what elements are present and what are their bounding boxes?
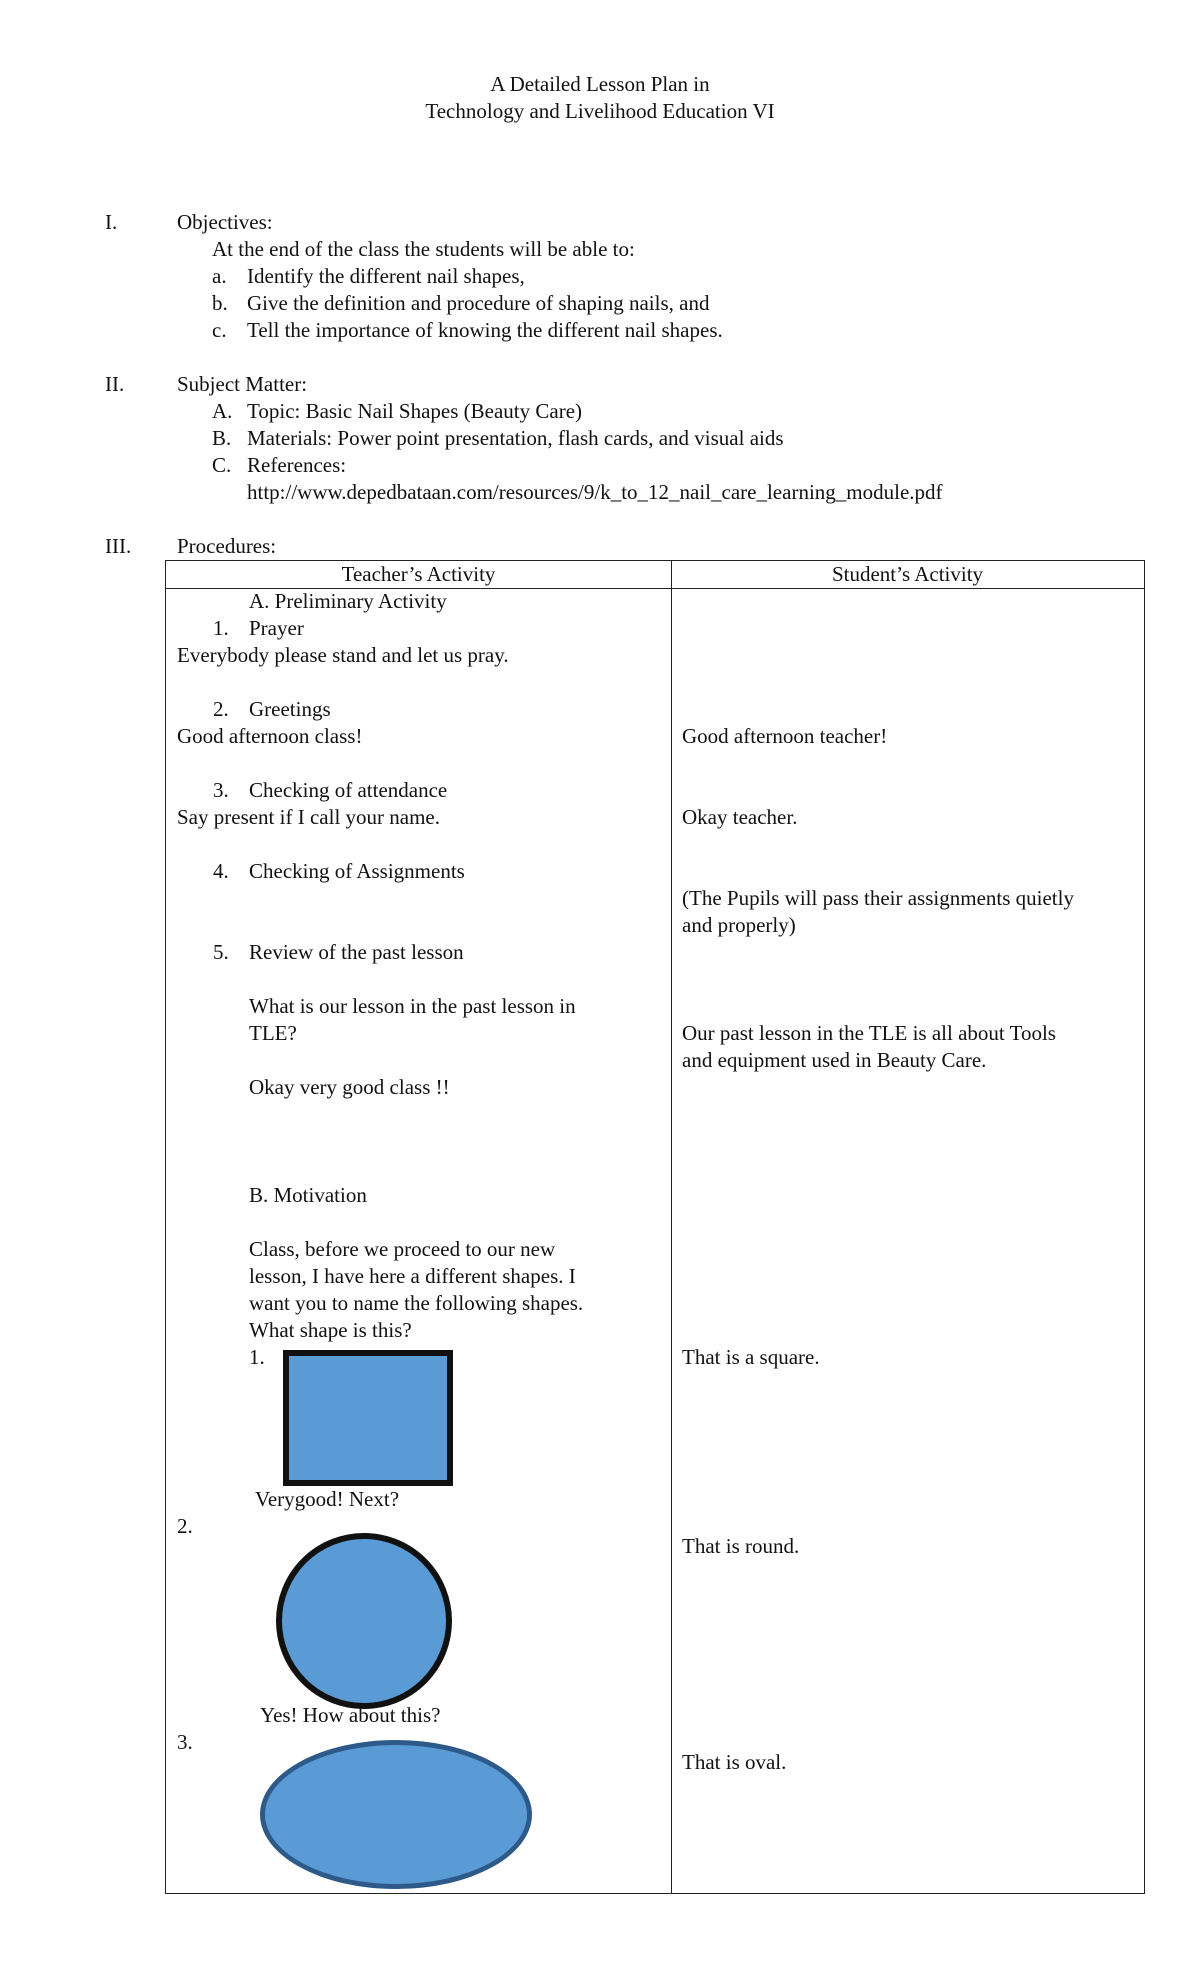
student-answer: That is round.	[682, 1534, 800, 1558]
subject-item-references: References:	[247, 453, 347, 477]
step-number: 4.	[213, 859, 229, 883]
section-number-procedures: III.	[105, 534, 132, 558]
column-divider	[671, 561, 672, 1893]
objectives-intro: At the end of the class the students will be able to:	[212, 237, 635, 261]
square-shape	[283, 1350, 453, 1486]
subject-marker: A.	[212, 399, 233, 423]
step-review: Review of the past lesson	[249, 940, 464, 964]
teacher-line: Yes! How about this?	[260, 1703, 441, 1727]
teacher-line: What shape is this?	[249, 1318, 412, 1342]
subject-marker: C.	[212, 453, 232, 477]
circle-shape	[276, 1533, 452, 1709]
teacher-line: lesson, I have here a different shapes. I	[249, 1264, 576, 1288]
oval-shape	[260, 1740, 532, 1889]
subject-item-topic: Topic: Basic Nail Shapes (Beauty Care)	[247, 399, 583, 423]
objective-item: Give the definition and procedure of shaping nails, and	[247, 291, 710, 315]
teacher-line: Everybody please stand and let us pray.	[177, 643, 509, 667]
shape-number: 1.	[249, 1345, 265, 1369]
section-title-objectives: Objectives:	[177, 210, 273, 234]
teacher-line: Say present if I call your name.	[177, 805, 440, 829]
teacher-line: want you to name the following shapes.	[249, 1291, 584, 1315]
section-title-subject: Subject Matter:	[177, 372, 308, 396]
student-line: (The Pupils will pass their assignments quietly	[682, 886, 1074, 910]
teacher-line: Verygood! Next?	[255, 1487, 400, 1511]
step-number: 3.	[213, 778, 229, 802]
objective-marker: b.	[212, 291, 228, 315]
subject-item-materials: Materials: Power point presentation, flash cards, and visual aids	[247, 426, 784, 450]
step-assignments: Checking of Assignments	[249, 859, 465, 883]
teacher-line: TLE?	[249, 1021, 297, 1045]
teacher-line: Good afternoon class!	[177, 724, 363, 748]
step-prayer: Prayer	[249, 616, 304, 640]
subject-marker: B.	[212, 426, 232, 450]
objective-marker: c.	[212, 318, 227, 342]
teacher-line: Okay very good class !!	[249, 1075, 450, 1099]
objective-marker: a.	[212, 264, 227, 288]
column-header-student: Student’s Activity	[831, 562, 984, 586]
shape-number: 3.	[177, 1730, 193, 1754]
step-number: 1.	[213, 616, 229, 640]
student-line: Good afternoon teacher!	[682, 724, 888, 748]
procedures-table	[165, 560, 1145, 1894]
student-line: and properly)	[682, 913, 796, 937]
student-line: Okay teacher.	[682, 805, 798, 829]
document-title: A Detailed Lesson Plan in	[490, 72, 710, 96]
section-title-procedures: Procedures:	[177, 534, 277, 558]
student-answer: That is a square.	[682, 1345, 820, 1369]
shape-number: 2.	[177, 1514, 193, 1538]
preliminary-activity-heading: A. Preliminary Activity	[249, 589, 447, 613]
student-line: Our past lesson in the TLE is all about Tools	[682, 1021, 1056, 1045]
student-answer: That is oval.	[682, 1750, 787, 1774]
objective-item: Identify the different nail shapes,	[247, 264, 525, 288]
teacher-line: Class, before we proceed to our new	[249, 1237, 556, 1261]
step-number: 2.	[213, 697, 229, 721]
teacher-line: What is our lesson in the past lesson in	[249, 994, 576, 1018]
step-greetings: Greetings	[249, 697, 331, 721]
student-line: and equipment used in Beauty Care.	[682, 1048, 987, 1072]
document-subtitle: Technology and Livelihood Education VI	[425, 99, 775, 123]
section-number-subject: II.	[105, 372, 125, 396]
step-attendance: Checking of attendance	[249, 778, 448, 802]
step-number: 5.	[213, 940, 229, 964]
column-header-teacher: Teacher’s Activity	[341, 562, 496, 586]
objective-item: Tell the importance of knowing the different nail shapes.	[247, 318, 723, 342]
reference-url[interactable]: http://www.depedbataan.com/resources/9/k_to_12_nail_care_learning_module.pdf	[247, 480, 943, 504]
section-number-objectives: I.	[105, 210, 118, 234]
motivation-heading: B. Motivation	[249, 1183, 367, 1207]
